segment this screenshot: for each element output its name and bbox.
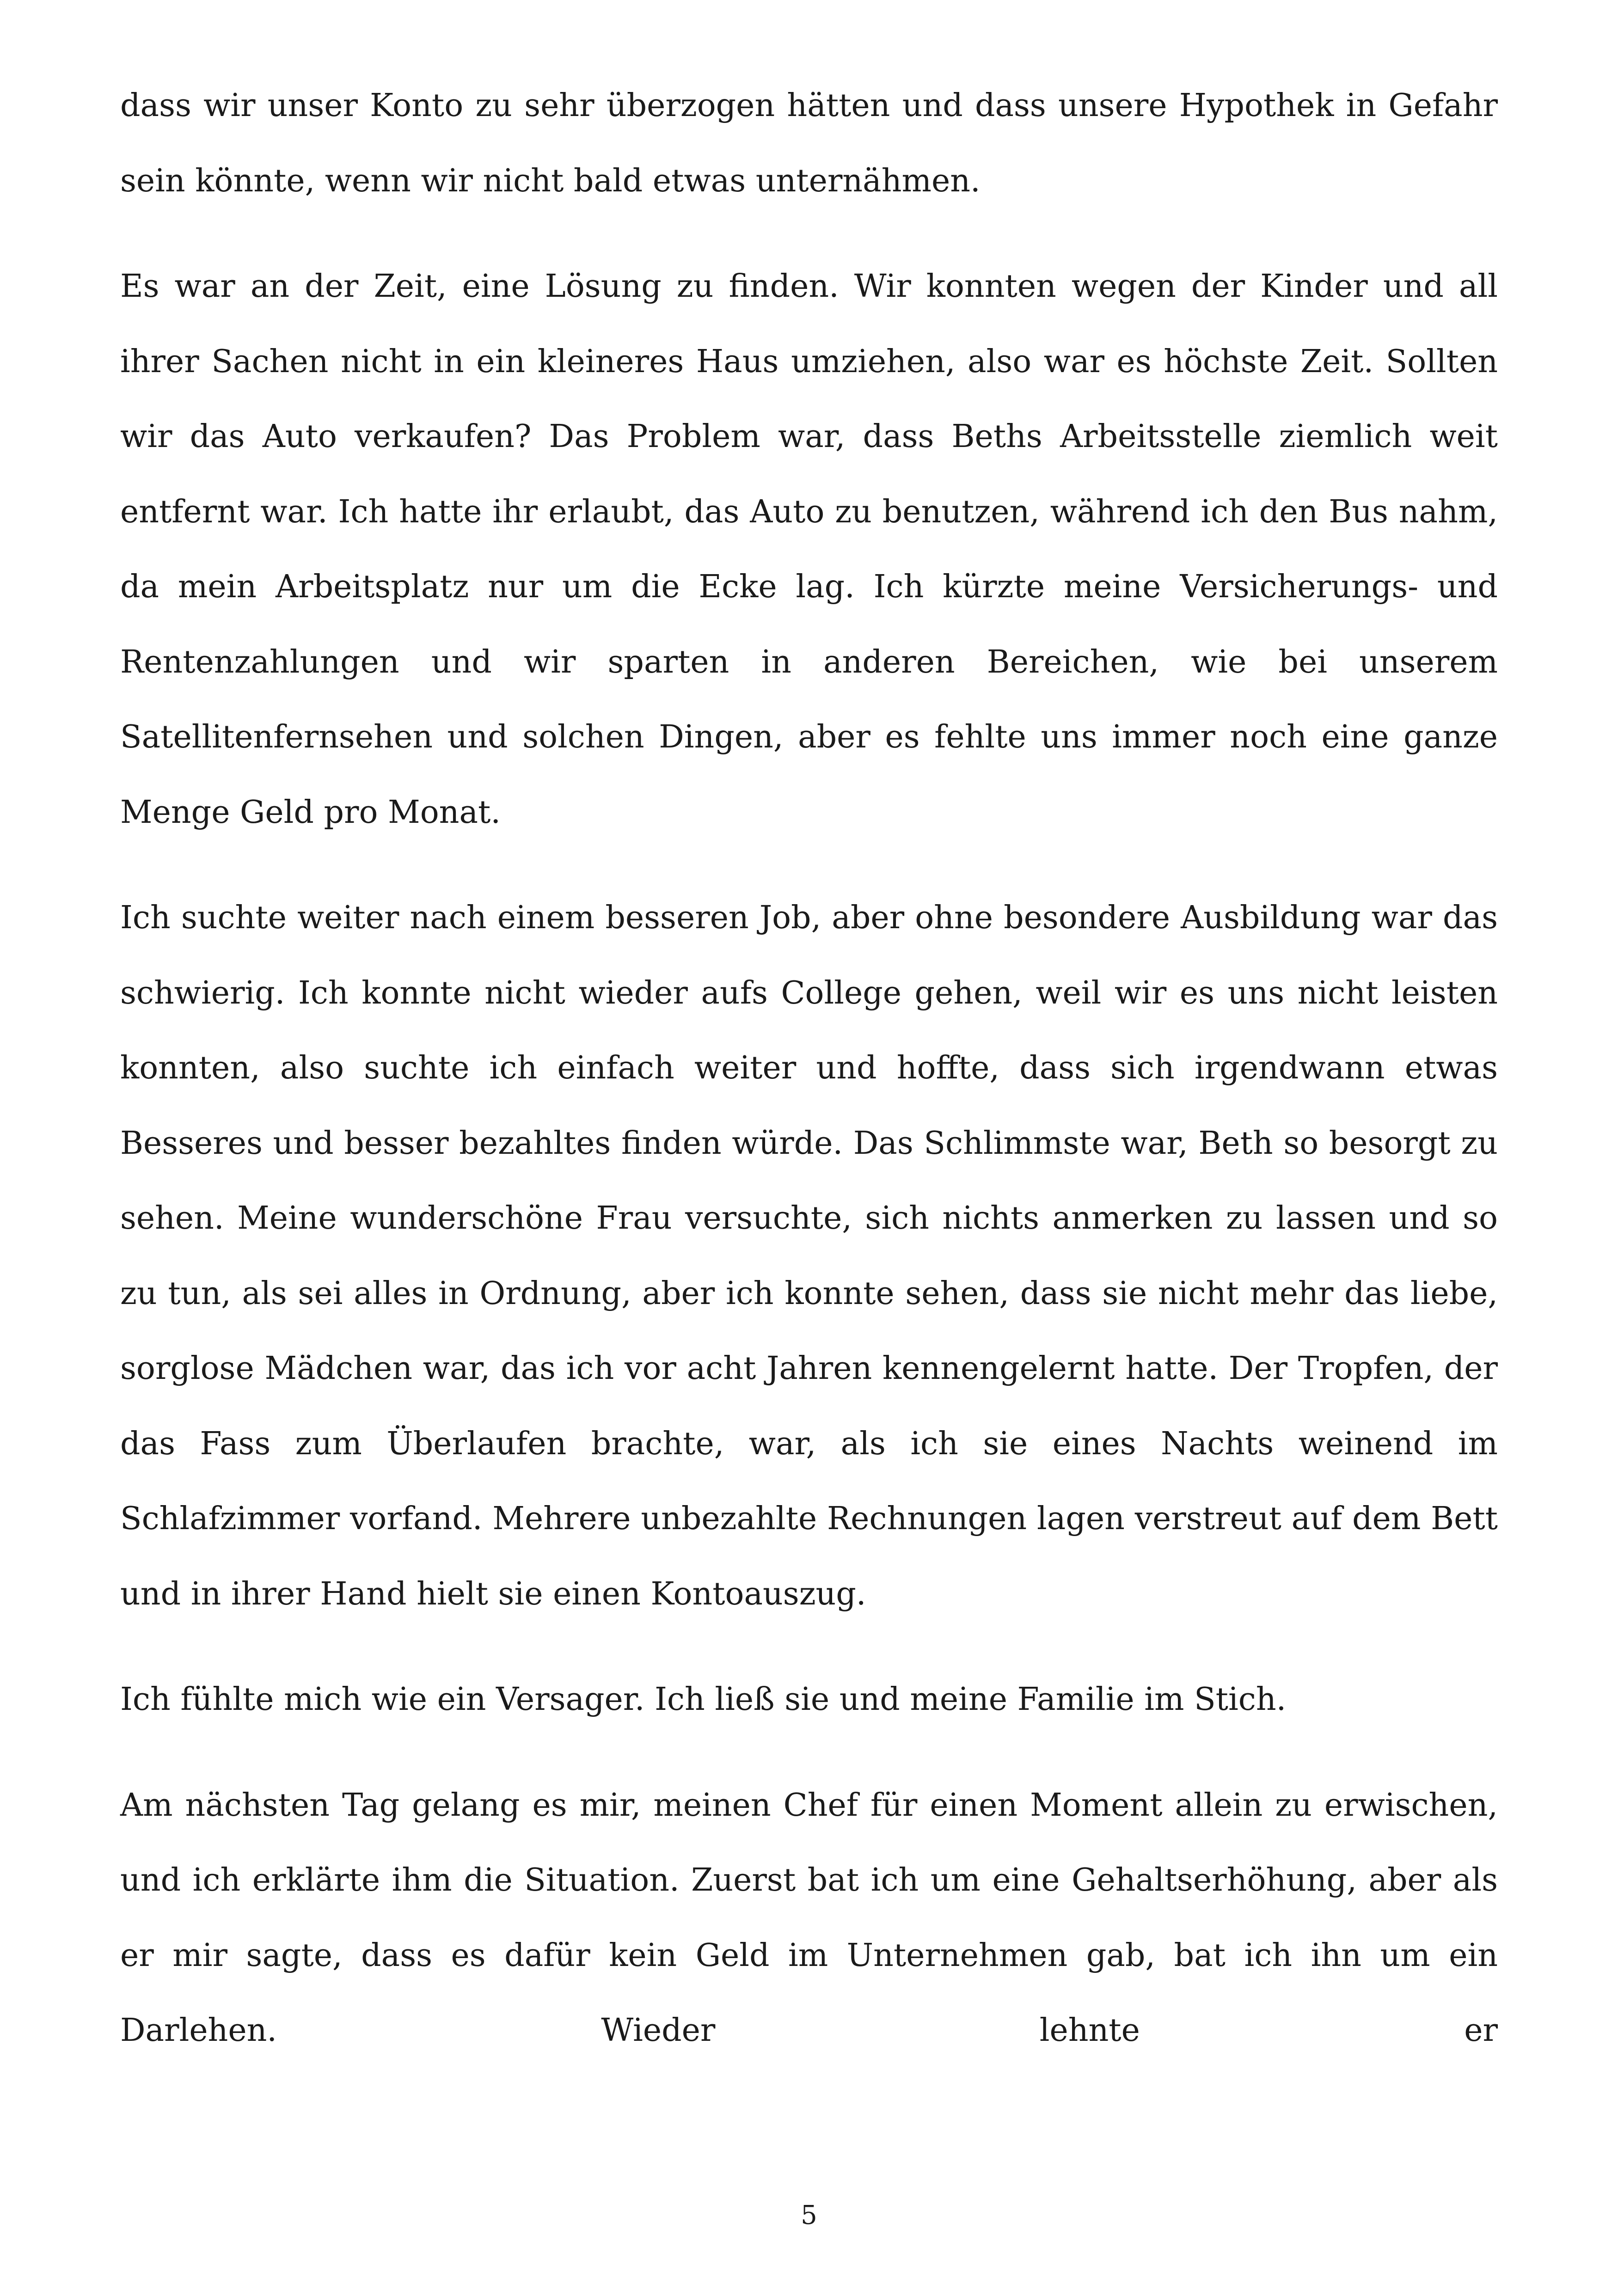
body-text [120, 68, 1498, 2099]
paragraph-5: Am nächsten Tag gelang es mir, meinen Chef für einen Moment allein zu erwischen, und ich erklärte ihm die Situation. Zuerst bat ich um eine Gehaltserhöhung, aber als er mir sagte, dass es dafür kein Geld im Unternehmen gab, bat ich ihn um ein Darlehen. Wieder lehnte er [120, 1787, 1498, 2049]
paragraph-4: Ich fühlte mich wie ein Versager. Ich ließ sie und meine Familie im Stich. [120, 1681, 1287, 1718]
paragraph-3: Ich suchte weiter nach einem besseren Job, aber ohne besondere Ausbildung war das schwierig. Ich konnte nicht wieder aufs College gehen, weil wir es uns nicht leisten konnten, also suchte ich einfach weiter und hoffte, dass sich irgendwann etwas Besseres und besser bezahltes finden würde. Das Schlimmste war, Beth so besorgt zu sehen. Meine wunderschöne Frau versuchte, sich nichts anmerken zu lassen und so zu tun, als sei alles in Ordnung, aber ich konnte sehen, dass sie nicht mehr das liebe, sorglose Mädchen war, das ich vor acht Jahren kennengelernt hatte. Der Tropfen, der das Fass zum Überlaufen brachte, war, als ich sie eines Nachts weinend im Schlafzimmer vorfand. Mehrere unbezahlte Rechnungen lagen verstreut auf dem Bett und in ihrer Hand hielt sie einen Kontoauszug. [120, 900, 1498, 1612]
paragraph-1: dass wir unser Konto zu sehr überzogen hätten und dass unsere Hypothek in Gefahr sein könnte, wenn wir nicht bald etwas unternähmen. [120, 87, 1498, 199]
paragraph-2: Es war an der Zeit, eine Lösung zu finden. Wir konnten wegen der Kinder und all ihrer Sachen nicht in ein kleineres Haus umziehen, also war es höchste Zeit. Sollten wir das Auto verkaufen? Das Problem war, dass Beths Arbeitsstelle ziemlich weit entfernt war. Ich hatte ihr erlaubt, das Auto zu benutzen, während ich den Bus nahm, da mein Arbeitsplatz nur um die Ecke lag. Ich kürzte meine Versicherungs- und Rentenzahlungen und wir sparten in anderen Bereichen, wie bei unserem Satellitenfernsehen und solchen Dingen, aber es fehlte uns immer noch eine ganze Menge Geld pro Monat. [120, 268, 1498, 831]
page-number: 5 [801, 2200, 817, 2230]
